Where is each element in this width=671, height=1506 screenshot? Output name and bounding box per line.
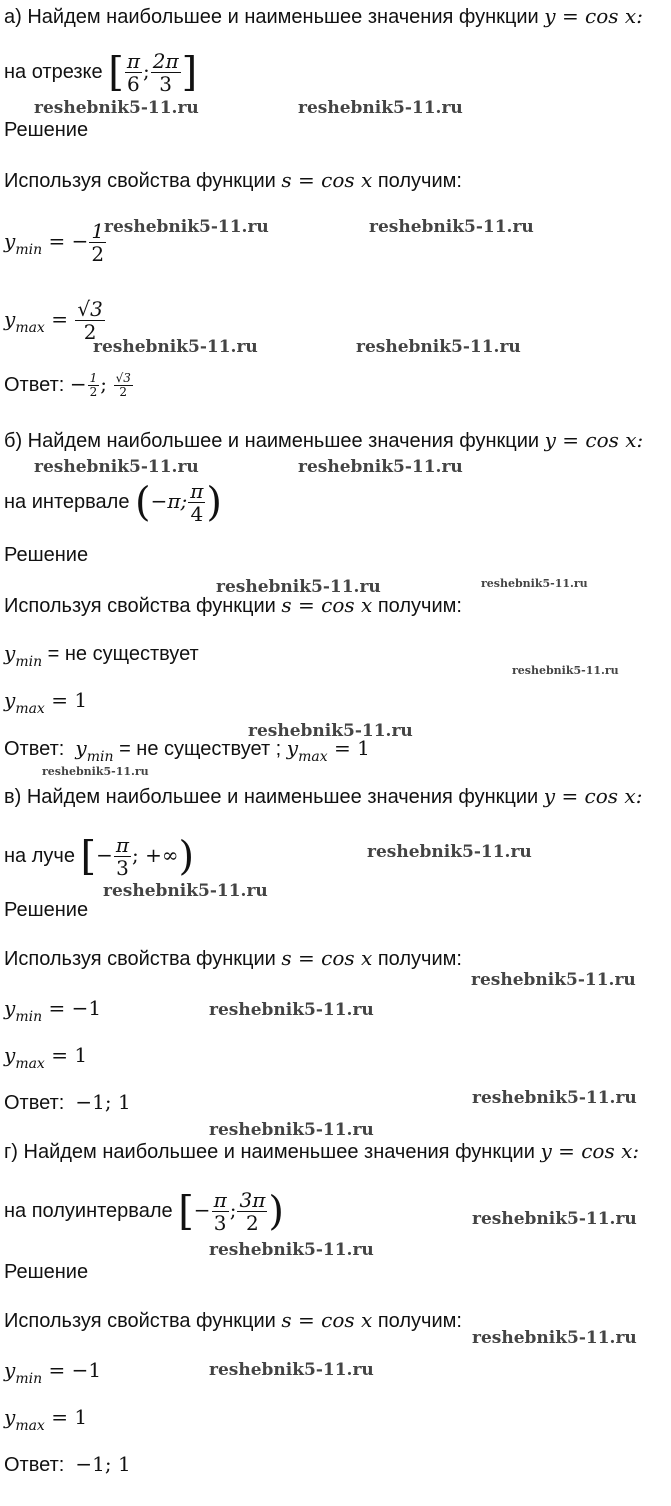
y-symbol: y (4, 688, 16, 712)
y-symbol: y (75, 736, 87, 760)
separator: ; (142, 58, 150, 83)
watermark: reshebnik5-11.ru (367, 842, 532, 862)
separator: ; (100, 372, 108, 396)
answer-label: Ответ: (4, 374, 65, 396)
bracket-left: ( (135, 479, 151, 526)
bracket-left: [ (178, 1188, 194, 1235)
separator: ; (229, 1197, 237, 1222)
watermark: reshebnik5-11.ru (472, 1088, 637, 1108)
bracket-right: ] (181, 49, 198, 96)
numerator: 1 (91, 219, 105, 243)
answer-line (4, 1090, 131, 1115)
minus: − (193, 1197, 211, 1222)
task-text: в) Найдем наибольшее и наименьшее значения функции (4, 786, 544, 808)
interval-label: на полуинтервале (4, 1199, 173, 1222)
property-text: Используя свойства функции (4, 170, 282, 192)
equals: = − (42, 228, 89, 253)
task-c-interval (4, 834, 194, 879)
watermark: reshebnik5-11.ru (298, 457, 463, 477)
bracket-left: [ (80, 833, 97, 880)
property-tail: получим: (372, 595, 462, 617)
property-text: Используя свойства функции (4, 595, 282, 617)
solution-label: Решение (4, 1261, 89, 1283)
subscript: max (298, 749, 328, 765)
y-symbol: y (4, 1043, 16, 1067)
answer-label: Ответ: (4, 738, 65, 760)
fraction (125, 50, 142, 95)
property-line (4, 946, 462, 971)
task-d-interval (4, 1189, 284, 1234)
answer-value: −1; 1 (75, 1452, 131, 1476)
minus: − (69, 372, 87, 396)
task-function: y = cos x: (544, 4, 643, 28)
subscript: min (15, 1371, 43, 1387)
answer-line (4, 372, 134, 399)
ymax-value: = 1 (44, 1405, 88, 1429)
subscript: min (15, 241, 43, 258)
task-a-heading (4, 4, 643, 29)
watermark: reshebnik5-11.ru (481, 577, 588, 590)
property-function: s = cos x (281, 946, 373, 970)
answer-line (4, 1452, 131, 1477)
interval-end: ; +∞ (132, 842, 179, 867)
interval-label: на луче (4, 844, 75, 867)
watermark: reshebnik5-11.ru (369, 217, 534, 237)
fraction (188, 480, 205, 525)
watermark: reshebnik5-11.ru (34, 98, 199, 118)
subscript: min (15, 654, 43, 670)
bracket-left: [ (108, 49, 124, 96)
ymax-line (4, 298, 106, 343)
numerator: 1 (89, 371, 98, 386)
answer-value: = 1 (327, 736, 370, 760)
ymin-line (4, 220, 107, 265)
property-text: Используя свойства функции (4, 948, 282, 970)
ymin-value: = −1 (42, 996, 102, 1020)
watermark: reshebnik5-11.ru (472, 1209, 637, 1229)
denominator: 2 (91, 242, 105, 266)
watermark: reshebnik5-11.ru (34, 457, 199, 477)
ymax-value: = 1 (44, 1043, 88, 1067)
bracket-right: ) (206, 479, 223, 526)
y-symbol: y (4, 1405, 16, 1429)
property-line (4, 1308, 462, 1333)
answer-label: Ответ: (4, 1454, 65, 1476)
task-text: г) Найдем наибольшее и наименьшее значения функции (4, 1141, 541, 1163)
denominator: 3 (213, 1211, 227, 1235)
y-symbol: y (286, 736, 299, 760)
denominator: 3 (159, 72, 173, 96)
numerator: π (213, 1188, 227, 1212)
bracket-right: ) (268, 1188, 284, 1235)
watermark: reshebnik5-11.ru (103, 881, 268, 901)
subscript: max (15, 1056, 45, 1072)
answer-label: Ответ: (4, 1092, 65, 1114)
ymin-line (4, 1358, 101, 1391)
property-line (4, 168, 462, 193)
numerator: 3π (239, 1188, 266, 1212)
ymax-value: = 1 (44, 688, 88, 712)
y-symbol: y (4, 306, 16, 331)
subscript: max (15, 1418, 45, 1434)
subscript: max (15, 701, 45, 717)
task-function: y = cos x: (544, 428, 644, 452)
property-function: s = cos x (281, 1308, 373, 1332)
denominator: 2 (89, 385, 98, 400)
task-c-heading (4, 784, 642, 809)
watermark: reshebnik5-11.ru (42, 765, 149, 778)
solution-label: Решение (4, 899, 89, 921)
denominator: 3 (116, 856, 129, 880)
watermark: reshebnik5-11.ru (356, 337, 521, 357)
ymin-value: = не существует (42, 643, 199, 665)
solution-label: Решение (4, 119, 89, 141)
y-symbol: y (4, 1358, 16, 1382)
numerator: 2π (152, 49, 179, 73)
watermark: reshebnik5-11.ru (216, 577, 381, 597)
watermark: reshebnik5-11.ru (512, 664, 619, 677)
watermark: reshebnik5-11.ru (93, 337, 258, 357)
watermark: reshebnik5-11.ru (104, 217, 269, 237)
watermark: reshebnik5-11.ru (298, 98, 463, 118)
watermark: reshebnik5-11.ru (209, 1360, 374, 1380)
y-symbol: y (4, 641, 16, 665)
ymin-line (4, 641, 199, 674)
watermark: reshebnik5-11.ru (472, 1328, 637, 1348)
ymin-line (4, 996, 101, 1029)
bracket-right: ) (178, 833, 195, 880)
watermark: reshebnik5-11.ru (209, 1120, 374, 1140)
subscript: max (15, 319, 45, 336)
watermark: reshebnik5-11.ru (471, 970, 636, 990)
task-function: y = cos x: (540, 1139, 640, 1163)
interval-start: −π; (150, 488, 188, 513)
equals: = (44, 306, 75, 331)
task-text: а) Найдем наибольшее и наименьшее значения функции (4, 6, 545, 28)
ymax-line (4, 688, 87, 721)
subscript: min (15, 1009, 43, 1025)
property-tail: получим: (372, 948, 462, 970)
watermark: reshebnik5-11.ru (248, 721, 413, 741)
solution-label: Решение (4, 544, 89, 566)
y-symbol: y (4, 228, 16, 253)
subscript: min (86, 749, 114, 765)
fraction (212, 1189, 229, 1234)
numerator: π (115, 833, 130, 857)
ymin-value: = −1 (42, 1358, 102, 1382)
fraction (88, 372, 100, 399)
denominator: 6 (127, 72, 140, 96)
task-d-heading (4, 1139, 639, 1164)
y-symbol: y (4, 996, 16, 1020)
fraction (114, 372, 133, 399)
property-function: s = cos x (281, 593, 373, 617)
task-b-heading (4, 428, 643, 453)
answer-text: = не существует ; (113, 738, 287, 760)
task-a-interval (4, 50, 197, 95)
denominator: 4 (190, 502, 204, 526)
denominator: 2 (83, 320, 97, 344)
fraction (114, 834, 131, 879)
numerator: π (190, 479, 204, 503)
property-function: s = cos x (281, 168, 373, 192)
numerator: π (126, 49, 140, 73)
numerator: √3 (77, 297, 103, 321)
watermark: reshebnik5-11.ru (209, 1000, 374, 1020)
interval-label: на интервале (4, 490, 130, 513)
fraction (237, 1189, 267, 1234)
property-tail: получим: (372, 1310, 462, 1332)
fraction (151, 50, 181, 95)
ymax-line (4, 1405, 87, 1438)
task-function: y = cos x: (543, 784, 643, 808)
minus: − (96, 842, 113, 867)
property-tail: получим: (372, 170, 462, 192)
property-text: Используя свойства функции (4, 1310, 282, 1332)
denominator: 2 (246, 1211, 259, 1235)
task-b-interval (4, 480, 222, 525)
interval-label: на отрезке (4, 60, 103, 83)
ymax-line (4, 1043, 87, 1076)
watermark: reshebnik5-11.ru (209, 1240, 374, 1260)
numerator: √3 (115, 371, 131, 386)
denominator: 2 (119, 385, 128, 400)
answer-value: −1; 1 (75, 1090, 131, 1114)
task-text: б) Найдем наибольшее и наименьшее значения функции (4, 430, 545, 452)
